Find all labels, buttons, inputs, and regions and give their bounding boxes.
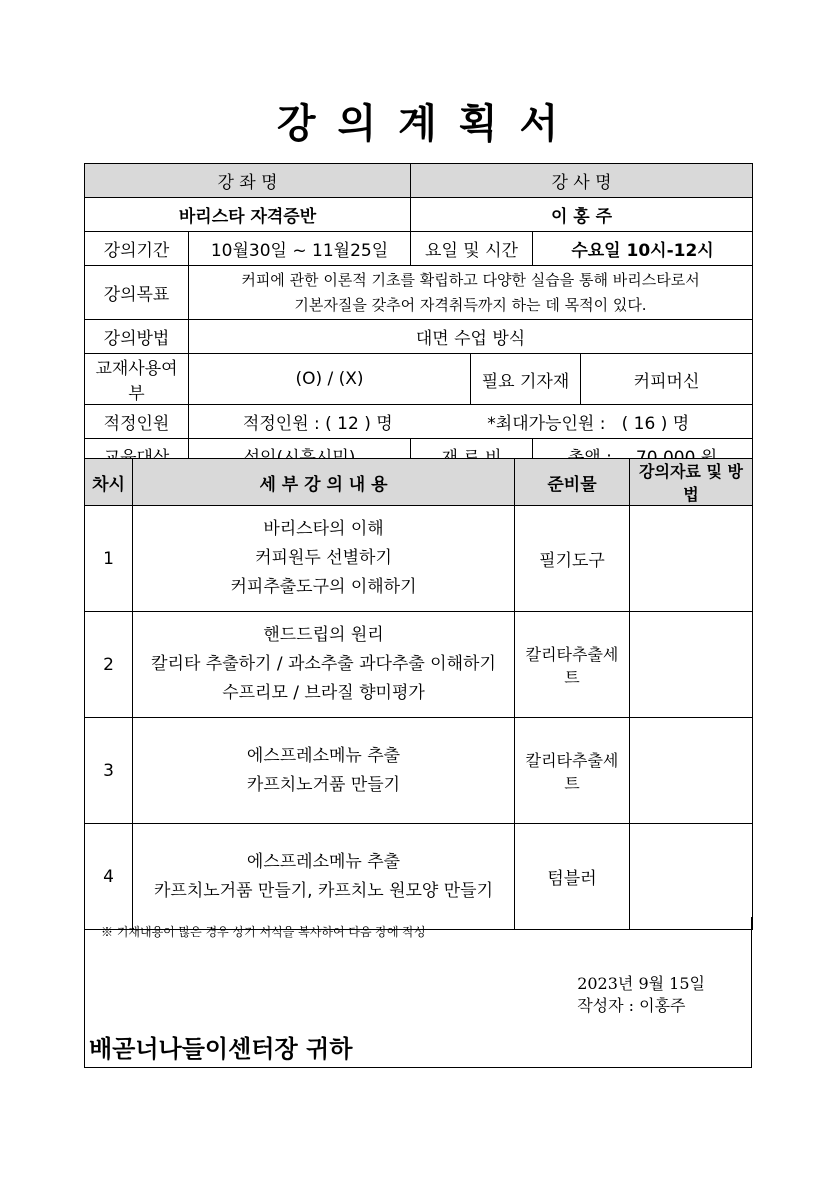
content-line: 커피추출도구의 이해하기 — [230, 577, 417, 597]
textbook-label: 교재사용여부 — [85, 354, 189, 405]
schedule-header-row — [85, 459, 753, 506]
day-time-value: 수요일 10시-12시 — [533, 232, 753, 266]
session-content — [133, 506, 515, 612]
content-line: 커피원두 선별하기 — [255, 548, 392, 568]
content-line: 카프치노거품 만들기 — [246, 774, 401, 795]
goal-line-1: 커피에 관한 이론적 기초를 확립하고 다양한 실습을 통해 바리스타로서 — [241, 270, 700, 289]
col-header-session: 차시 — [85, 459, 133, 506]
content-line: 카프치노거품 만들기, 카프치노 원모양 만들기 — [153, 880, 494, 901]
capacity-value: 적정인원 : ( 12 ) 명 — [242, 414, 393, 434]
textbook-value: (O) / (X) — [189, 354, 471, 405]
content-line: 칼리타 추출하기 / 과소추출 과다추출 이해하기 — [151, 654, 496, 674]
instructor-name: 이 홍 주 — [411, 198, 753, 232]
content-line: 에스프레소메뉴 추출 — [246, 745, 401, 766]
footer-box — [84, 917, 752, 1068]
session-materials — [630, 506, 753, 612]
signature-block — [577, 973, 705, 1017]
max-capacity: *최대가능인원 : ( 16 ) 명 — [487, 414, 690, 434]
session-materials — [630, 612, 753, 718]
written-date: 2023년 9월 15일 — [577, 974, 705, 993]
goal-label: 강의목표 — [85, 266, 189, 320]
session-number: 3 — [85, 718, 133, 824]
course-info-table — [84, 163, 753, 473]
session-materials — [630, 824, 753, 930]
session-supplies: 칼리타추출세트 — [515, 612, 630, 718]
session-number: 1 — [85, 506, 133, 612]
content-line: 핸드드립의 원리 — [263, 625, 384, 645]
session-content — [133, 824, 515, 930]
instructor-header: 강 사 명 — [411, 164, 753, 198]
table-row — [85, 718, 753, 824]
session-supplies: 필기도구 — [515, 506, 630, 612]
course-name: 바리스타 자격증반 — [85, 198, 411, 232]
col-header-materials: 강의자료 및 방법 — [630, 459, 753, 506]
session-content — [133, 718, 515, 824]
session-supplies: 칼리타추출세트 — [515, 718, 630, 824]
schedule-table — [84, 458, 753, 930]
session-content — [133, 612, 515, 718]
goal-line-2: 기본자질을 갖추어 자격취득까지 하는 데 목적이 있다. — [294, 295, 647, 314]
method-value: 대면 수업 방식 — [189, 320, 753, 354]
equipment-value: 커피머신 — [581, 354, 753, 405]
col-header-content: 세 부 강 의 내 용 — [133, 459, 515, 506]
capacity-label: 적정인원 — [85, 405, 189, 439]
session-supplies: 텀블러 — [515, 824, 630, 930]
col-header-supplies: 준비물 — [515, 459, 630, 506]
capacity-cell — [189, 405, 753, 439]
content-line: 에스프레소메뉴 추출 — [246, 851, 401, 872]
recipient: 배곧너나들이센터장 귀하 — [89, 1034, 353, 1063]
content-line: 바리스타의 이해 — [263, 519, 384, 539]
goal-value — [189, 266, 753, 320]
table-row — [85, 506, 753, 612]
table-row — [85, 612, 753, 718]
course-header: 강 좌 명 — [85, 164, 411, 198]
session-number: 2 — [85, 612, 133, 718]
content-line: 수프리모 / 브라질 향미평가 — [222, 683, 425, 703]
author: 작성자 : 이홍주 — [577, 996, 686, 1015]
footer-note: ※ 기재내용이 많은 경우 상기 서식을 복사하여 다음 장에 작성 — [101, 925, 426, 939]
period-value: 10월30일 ~ 11월25일 — [189, 232, 411, 266]
method-label: 강의방법 — [85, 320, 189, 354]
period-label: 강의기간 — [85, 232, 189, 266]
day-time-label: 요일 및 시간 — [411, 232, 533, 266]
session-materials — [630, 718, 753, 824]
table-row — [85, 824, 753, 930]
session-number: 4 — [85, 824, 133, 930]
equipment-label: 필요 기자재 — [471, 354, 581, 405]
page-title: 강의계획서 — [276, 101, 581, 147]
